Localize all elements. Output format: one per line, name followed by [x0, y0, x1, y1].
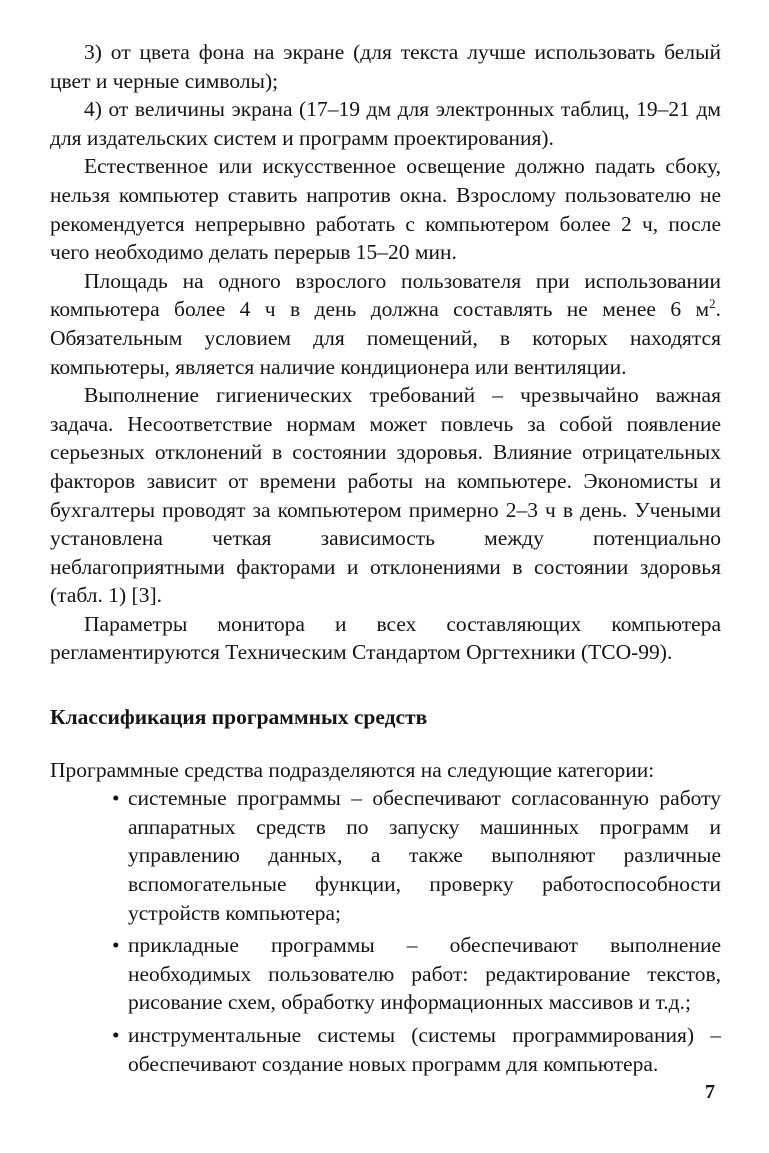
- page-body: [50, 38, 721, 1082]
- paragraph-background-color: 3) от цвета фона на экране (для текста лучше использовать белый цвет и черные символы);: [50, 40, 721, 93]
- area-superscript: 2: [709, 296, 716, 312]
- section-intro: Программные средства подразделяются на следующие категории:: [50, 757, 655, 782]
- paragraph-monitor-standard: Параметры монитора и всех составляющих компьютера регламентируются Техническим Стандартом Оргтехники (ТСО-99).: [50, 611, 721, 665]
- list-item: [50, 1021, 721, 1078]
- page-number: 7: [705, 1081, 715, 1103]
- section-heading: Классификация программных средств: [50, 705, 428, 730]
- paragraph-lighting: Естественное или искусственное освещение должно падать сбоку, нельзя компьютер ставить напротив окна. Взрослому пользователю не рекомендуется непрерывно работать с компьютером более 2 ч, после чего необходимо делать перерыв 15–20 мин.: [50, 154, 721, 265]
- paragraph-area: [50, 267, 721, 381]
- bullet-icon: •: [112, 1023, 120, 1047]
- paragraph-screen-size: 4) от величины экрана (17–19 дм для электронных таблиц, 19–21 дм для издательских систем и программ проектирования).: [50, 97, 721, 150]
- list-item: [50, 931, 721, 1017]
- area-text-after: . Обязательным условием для помещений, в которых находятся компьютеры, является наличие кондиционера или вентиляции.: [50, 297, 721, 379]
- bullet-icon: •: [112, 786, 120, 811]
- list-item-text: инструментальные системы (системы программирования) – обеспечивают создание новых программ для компьютера.: [128, 1023, 721, 1076]
- list-item-text: системные программы – обеспечивают согласованную работу аппаратных средств по запуску машинных программ и управлению данных, а также выполняют различные вспомогательные функции, проверку работоспособности устройств компьютера;: [128, 786, 721, 925]
- paragraph-hygiene: Выполнение гигиенических требований – чрезвычайно важная задача. Несоответствие нормам может повлечь за собой появление серьезных отклонений в состоянии здоровья. Влияние отрицательных факторов зависит от времени работы на компьютере. Экономисты и бухгалтеры проводят за компьютером примерно 2–3 ч в день. Учеными установлена четкая зависимость между потенциально неблагоприятными факторами и отклонениями в состоянии здоровья (табл. 1) [3].: [50, 383, 721, 608]
- bullet-icon: •: [112, 933, 120, 958]
- software-categories-list: [50, 784, 721, 1078]
- list-item-text: прикладные программы – обеспечивают выполнение необходимых пользователю работ: редактирование текстов, рисование схем, обработку информационных массивов и т.д.;: [128, 933, 721, 1015]
- area-text-before: Площадь на одного взрослого пользователя при использовании компьютера более 4 ч в день должна составлять не менее 6 м: [50, 268, 721, 322]
- list-item: [50, 784, 721, 927]
